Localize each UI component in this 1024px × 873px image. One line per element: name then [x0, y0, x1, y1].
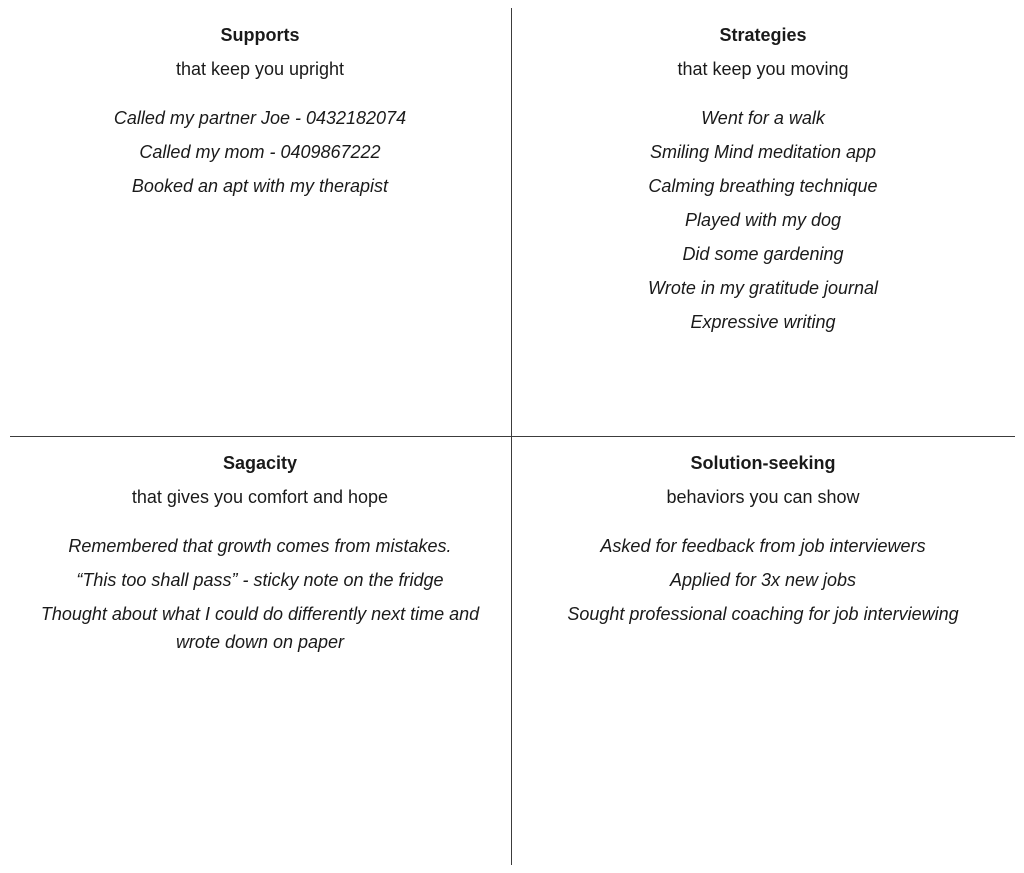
quadrant-solution-seeking: [513, 452, 1013, 634]
horizontal-divider: [10, 436, 1015, 437]
list-item: Thought about what I could do differently next time and wrote down on paper: [40, 604, 480, 652]
list-item: Remembered that growth comes from mistakes.: [68, 536, 452, 556]
quadrant-subtitle: behaviors you can show: [666, 487, 860, 507]
quadrant-supports: [10, 24, 510, 206]
list-item: Did some gardening: [682, 244, 844, 264]
quadrant-title: Solution-seeking: [690, 453, 836, 473]
list-item: Booked an apt with my therapist: [131, 176, 389, 196]
list-item: Applied for 3x new jobs: [669, 570, 857, 590]
item-list: [10, 532, 510, 656]
quadrant-subtitle: that keep you moving: [677, 59, 849, 79]
list-item: Called my partner Joe - 0432182074: [113, 108, 407, 128]
quadrant-title: Strategies: [719, 25, 807, 45]
item-list: [513, 104, 1013, 336]
quadrant-sagacity: [10, 452, 510, 662]
list-item: Sought professional coaching for job interviewing: [567, 604, 959, 624]
list-item: Expressive writing: [690, 312, 836, 332]
list-item: Wrote in my gratitude journal: [647, 278, 879, 298]
list-item: “This too shall pass” - sticky note on the fridge: [76, 570, 444, 590]
list-item: Smiling Mind meditation app: [649, 142, 877, 162]
item-list: [10, 104, 510, 200]
quadrant-subtitle: that gives you comfort and hope: [131, 487, 389, 507]
quadrant-title: Supports: [220, 25, 300, 45]
list-item: Calming breathing technique: [648, 176, 878, 196]
quadrant-strategies: [513, 24, 1013, 342]
list-item: Called my mom - 0409867222: [139, 142, 381, 162]
list-item: Went for a walk: [701, 108, 825, 128]
list-item: Played with my dog: [684, 210, 842, 230]
item-list: [513, 532, 1013, 628]
quadrant-subtitle: that keep you upright: [175, 59, 345, 79]
quadrant-title: Sagacity: [222, 453, 298, 473]
list-item: Asked for feedback from job interviewers: [600, 536, 926, 556]
